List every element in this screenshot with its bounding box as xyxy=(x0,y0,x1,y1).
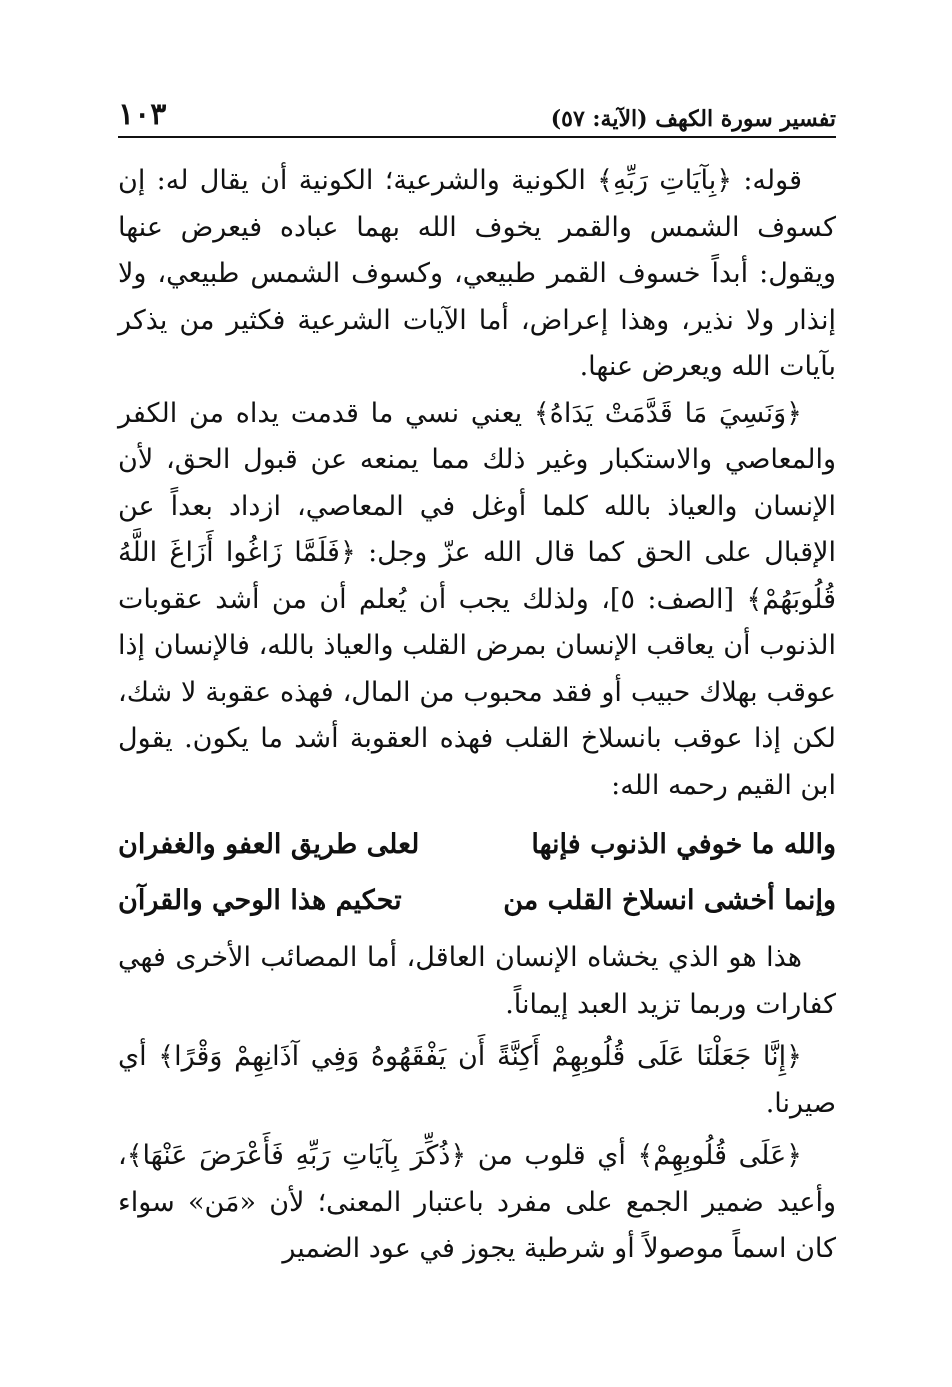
poem-line xyxy=(118,817,836,873)
chapter-title: تفسير سورة الكهف (الآية: ٥٧) xyxy=(550,106,836,132)
poem-first-hemistich: والله ما خوفي الذنوب فإنها xyxy=(531,829,836,860)
paragraph-verse-commentary-2: ﴿وَنَسِيَ مَا قَدَّمَتْ يَدَاهُ﴾ يعني نسي ما قدمت يداه من الكفر والمعاصي والاستكبار وغير ذلك مما يمنعه عن قبول الحق، لأن الإنسان والعياذ بالله كلما أوغل في المعاصي، ازداد بعداً عن الإقبال على الحق كما قال الله عزّ وجل: ﴿فَلَمَّا زَاغُوا أَزَاغَ اللَّهُ قُلُوبَهُمْ﴾ [الصف: ٥]، ولذلك يجب أن يُعلم أن من أشد عقوبات الذنوب أن يعاقب الإنسان بمرض القلب والعياذ بالله، فالإنسان إذا عوقب بهلاك حبيب أو فقد محبوب من المال، فهذه عقوبة لا شك، لكن إذا عوقب بانسلاخ القلب فهذه العقوبة أشد ما يكون. يقول ابن القيم رحمه الله: xyxy=(118,397,836,801)
paragraph-commentary-3: هذا هو الذي يخشاه الإنسان العاقل، أما المصائب الأخرى فهي كفارات وربما تزيد العبد إيماناً. xyxy=(118,942,836,1020)
paragraph-verse-commentary-4: ﴿إِنَّا جَعَلْنَا عَلَى قُلُوبِهِمْ أَكِنَّةً أَن يَفْقَهُوهُ وَفِي آذَانِهِمْ وَقْرًا﴾ أي صيرنا. xyxy=(118,1041,836,1119)
running-header xyxy=(118,92,836,138)
poem-second-hemistich: لعلى طريق العفو والغفران xyxy=(118,829,420,860)
poem-first-hemistich: وإنما أخشى انسلاخ القلب من xyxy=(503,885,836,916)
page-body xyxy=(118,158,836,1273)
poem-block xyxy=(118,817,836,929)
paragraph-verse-commentary-5: ﴿عَلَى قُلُوبِهِمْ﴾ أي قلوب من ﴿ذُكِّرَ بِآيَاتِ رَبِّهِ فَأَعْرَضَ عَنْهَا﴾، وأعيد ضمير الجمع على مفرد باعتبار المعنى؛ لأن «مَن» سواء كان اسماً موصولاً أو شرطية يجوز في عود الضمير xyxy=(118,1140,836,1264)
poem-second-hemistich: تحكيم هذا الوحي والقرآن xyxy=(118,885,402,916)
paragraph-verse-commentary-1: قوله: ﴿بِآيَاتِ رَبِّهِ﴾ الكونية والشرعية؛ الكونية أن يقال له: إن كسوف الشمس والقمر يخوف الله بهما عباده فيعرض عنها ويقول: أبداً خسوف القمر طبيعي، وكسوف الشمس طبيعي، ولا إنذار ولا نذير، وهذا إعراض، أما الآيات الشرعية فكثير من يذكر بآيات الله ويعرض عنها. xyxy=(118,165,837,382)
page-number: ١٠٣ xyxy=(118,97,167,132)
poem-line xyxy=(118,873,836,929)
